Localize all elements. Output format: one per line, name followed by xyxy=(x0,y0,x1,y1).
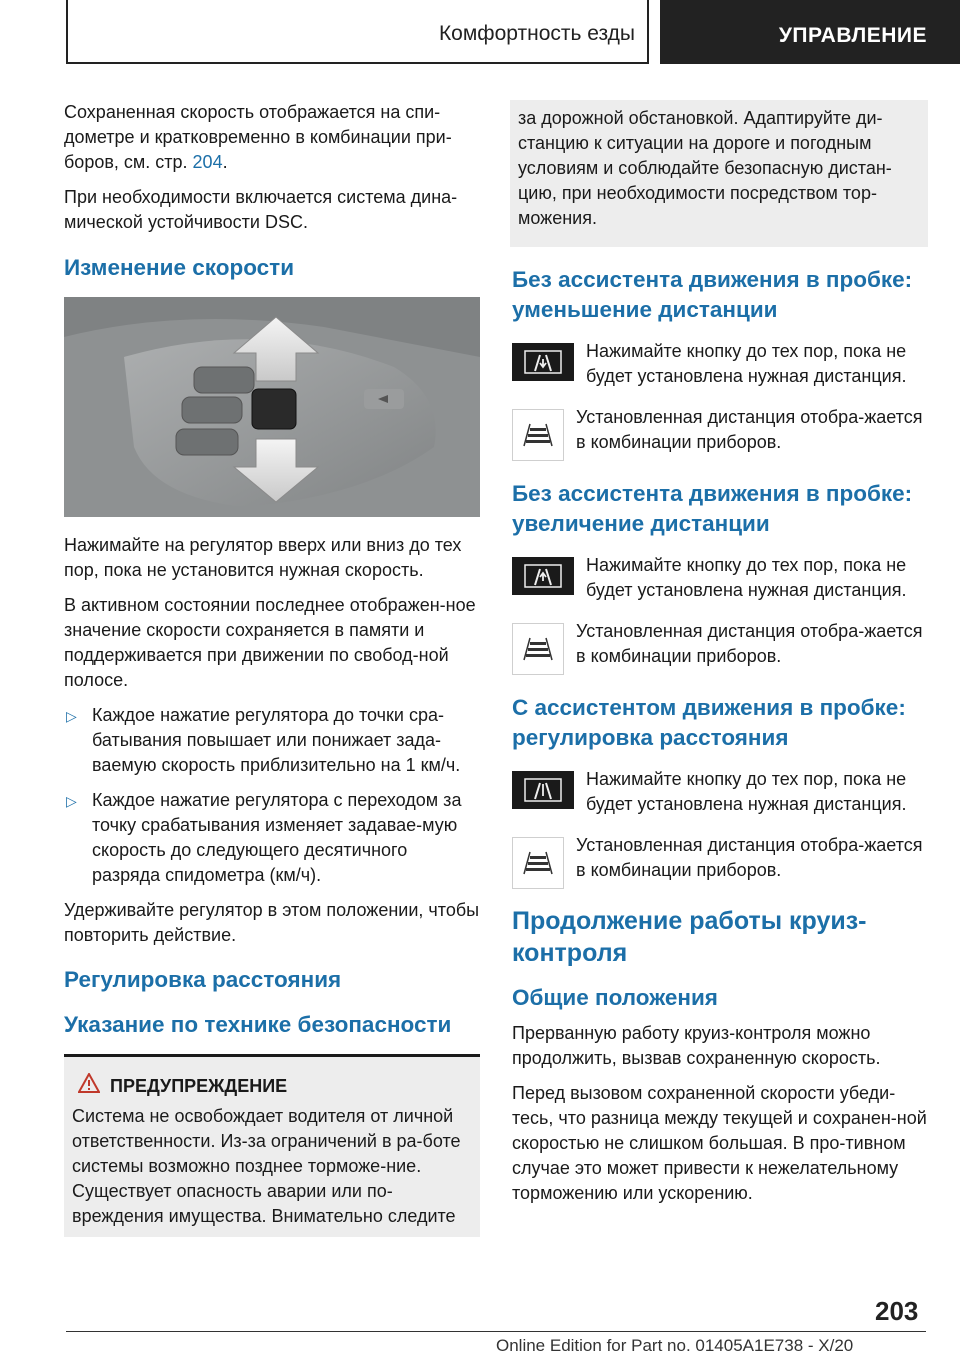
resume-paragraph: Прерванную работу круиз-контроля можно продолжить, вызвав сохраненную скорость. xyxy=(512,1023,881,1068)
page-link[interactable]: 204 xyxy=(192,152,223,172)
speed-step-list xyxy=(64,703,480,888)
heading-continue-cruise: Продолжение работы круиз-контроля xyxy=(512,907,867,967)
check-speed-paragraph: Перед вызовом сохраненной скорости убеди-тесь, что разница между текущей и сохранен-ной скоростью не слишком большая. В про-тивном случае это может привести к нежелательному торможению или ускорению. xyxy=(512,1083,927,1203)
heading-distance: Регулировка расстояния xyxy=(64,967,342,992)
assistant-button-row xyxy=(512,767,928,817)
section-title: Комфортность езды xyxy=(438,22,635,45)
heading-decrease-distance: Без ассистента движения в пробке: уменьшение дистанции xyxy=(512,267,913,322)
list-item: ▷ Каждое нажатие регулятора с переходом за точку срабатывания изменяет задавае-мую скорость до следующего десятичного разряда спидометра (км/ч). xyxy=(66,790,462,885)
chapter-title: УПРАВЛЕНИЕ xyxy=(778,24,927,47)
assistant-display-row xyxy=(512,833,928,889)
distance-display-icon xyxy=(512,623,564,675)
decrease-instruction: Нажимайте кнопку до тех пор, пока не будет установлена нужная дистанция. xyxy=(586,341,907,386)
triangle-bullet-icon: ▷ xyxy=(66,793,77,809)
assistant-display-text: Установленная дистанция отобра-жается в комбинации приборов. xyxy=(576,835,923,880)
increase-display-row xyxy=(512,619,928,675)
left-column xyxy=(64,100,480,1237)
hold-regulator-paragraph: Удерживайте регулятор в этом положении, чтобы повторить действие. xyxy=(64,900,480,945)
stored-speed-paragraph: Сохраненная скорость отображается на спи-дометре и кратковременно в комбинации при-боров, см. стр. 204. xyxy=(64,102,452,172)
increase-display-text: Установленная дистанция отобра-жается в комбинации приборов. xyxy=(576,621,923,666)
increase-button-row xyxy=(512,553,928,603)
heading-general: Общие положения xyxy=(512,985,718,1010)
dsc-paragraph: При необходимости включается система дина-мической устойчивости DSC. xyxy=(64,187,458,232)
warning-continued-text: за дорожной обстановкой. Адаптируйте ди-станцию к ситуации на дороге и погодным условиям и соблюдайте безопасную дистан-цию, при необходимости посредством тор-можения. xyxy=(518,108,892,228)
distance-button-icon[interactable] xyxy=(512,343,574,381)
steering-wheel-photo xyxy=(64,297,480,517)
warning-text: Система не освобождает водителя от личной ответственности. Из-за ограничений в ра-боте системы возможно позднее торможе-ние. Существует опасность аварии или по-вреждения имущества. Внимательно следите xyxy=(72,1106,461,1226)
active-state-paragraph: В активном состоянии последнее отображен-ное значение скорости сохраняется в памяти и поддерживается при движении по свобод-ной полосе. xyxy=(64,595,476,690)
warning-triangle-icon xyxy=(78,1073,100,1100)
increase-instruction: Нажимайте кнопку до тех пор, пока не будет установлена нужная дистанция. xyxy=(586,555,907,600)
decrease-button-row xyxy=(512,339,928,389)
list-item: ▷ Каждое нажатие регулятора до точки сра-батывания повышает или понижает зада-ваемую скорость приблизительно на 1 км/ч. xyxy=(66,705,461,775)
distance-button-icon[interactable] xyxy=(512,557,574,595)
heading-speed-change: Изменение скорости xyxy=(64,255,295,280)
heading-safety: Указание по технике безопасности xyxy=(64,1012,452,1037)
warning-box xyxy=(64,1057,480,1237)
header-chapter-tab xyxy=(660,0,960,64)
decrease-display-row xyxy=(512,405,928,461)
triangle-bullet-icon: ▷ xyxy=(66,708,77,724)
distance-button-icon[interactable] xyxy=(512,771,574,809)
decrease-display-text: Установленная дистанция отобра-жается в комбинации приборов. xyxy=(576,407,923,452)
footer-divider xyxy=(66,1331,926,1332)
assistant-instruction: Нажимайте кнопку до тех пор, пока не будет установлена нужная дистанция. xyxy=(586,769,907,814)
right-column xyxy=(512,100,928,1216)
page-number: 203 xyxy=(875,1296,919,1326)
warning-box-continued xyxy=(510,100,928,247)
warning-title: ПРЕДУПРЕЖДЕНИЕ xyxy=(72,1073,472,1100)
distance-display-icon xyxy=(512,409,564,461)
distance-display-icon xyxy=(512,837,564,889)
header-section-title xyxy=(66,0,649,64)
heading-increase-distance: Без ассистента движения в пробке: увеличение дистанции xyxy=(512,481,913,536)
edition-note: Online Edition for Part no. 01405A1E738 - X/20 xyxy=(496,1336,854,1355)
press-regulator-paragraph: Нажимайте на регулятор вверх или вниз до тех пор, пока не установится нужная скорость. xyxy=(64,535,462,580)
steering-wheel-illustration xyxy=(64,297,480,517)
heading-assistant-distance: С ассистентом движения в пробке: регулировка расстояния xyxy=(512,695,906,750)
